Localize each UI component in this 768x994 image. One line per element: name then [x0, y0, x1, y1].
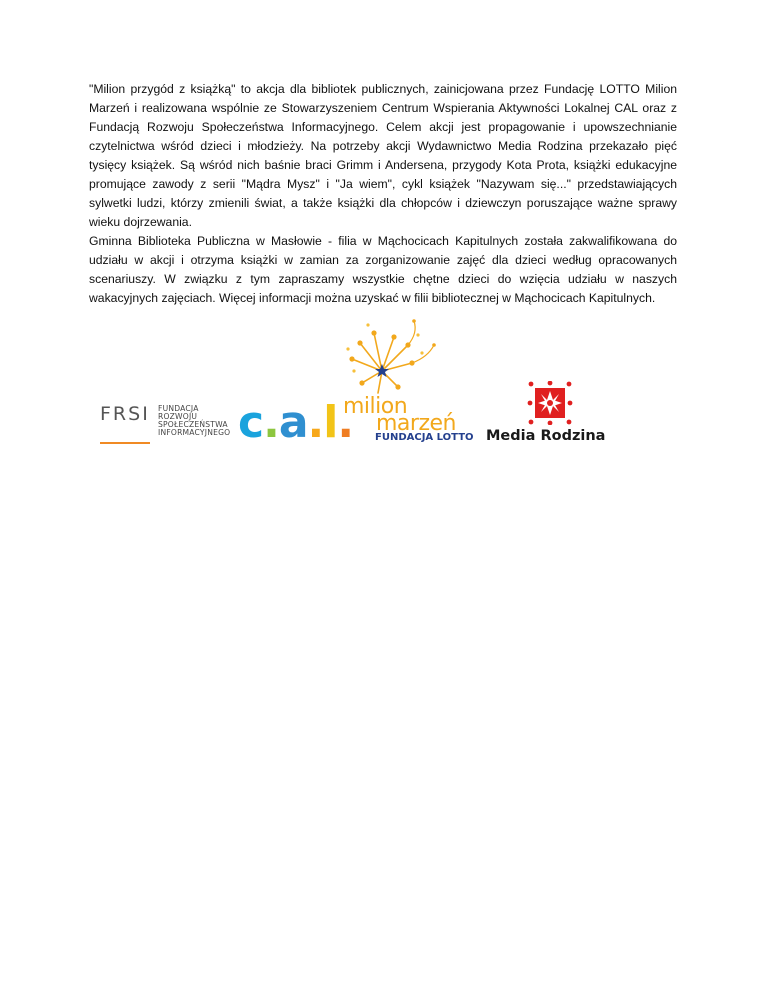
frsi-name: [158, 405, 230, 437]
milion-word: milion: [343, 394, 408, 419]
cal-dot: .: [263, 397, 279, 448]
dandelion-icon: [338, 319, 478, 399]
frsi-line: INFORMACYJNEGO: [158, 428, 231, 437]
marzen-word: marzeń: [376, 411, 456, 436]
milion-marzen-logo: [338, 319, 478, 447]
fundacja-lotto-label: FUNDACJA LOTTO: [375, 432, 474, 443]
frsi-logo: [100, 403, 235, 445]
body-text: [89, 80, 677, 308]
cal-dot: .: [337, 397, 354, 448]
cal-dot: .: [307, 397, 324, 448]
media-rodzina-logo: [486, 381, 620, 447]
frsi-line: SPOŁECZEŃSTWA: [158, 420, 228, 429]
frsi-line: ROZWOJU: [158, 412, 198, 421]
frsi-mark: FRSI: [100, 403, 150, 425]
frsi-line: FUNDACJA: [158, 404, 199, 413]
cal-letter-a: a: [278, 397, 308, 448]
cal-letter-l: l: [323, 397, 338, 448]
media-rodzina-name: Media Rodzina: [486, 428, 606, 444]
cal-logo: [238, 397, 354, 449]
cal-letter-c: c: [238, 397, 264, 448]
media-rodzina-mark-icon: [527, 381, 573, 425]
paragraph-2: Gminna Biblioteka Publiczna w Masłowie - filia w Mąchocicach Kapitulnych została zakwalifikowana do udziału w akcji i otrzyma książki w zamian za zorganizowanie zajęć dla dzieci według opracowanych scenariuszy. W związku z tym zapraszamy wszystkie chętne dzieci do wzięcia udziału w naszych wakacyjnych zajęciach. Więcej informacji można uzyskać w filii bibliotecznej w Mąchocicach Kapitulnych.: [89, 234, 677, 305]
frsi-accent-bar: [100, 442, 150, 444]
cal-wordmark: [238, 399, 353, 447]
paragraph-1: "Milion przygód z książką" to akcja dla bibliotek publicznych, zainicjowana przez Fundację LOTTO Milion Marzeń i realizowana wspólnie ze Stowarzyszeniem Centrum Wspierania Aktywności Lokalnej CAL oraz z Fundacją Rozwoju Społeczeństwa Informacyjnego. Celem akcji jest propagowanie i upowszechnianie czytelnictwa wśród dzieci i młodzieży. Na potrzeby akcji Wydawnictwo Media Rodzina przekazało pięć tysięcy książek. Są wśród nich baśnie braci Grimm i Andersena, przygody Kota Prota, książki edukacyjne promujące zawody z serii "Mądra Mysz" i "Ja wiem", cykl książek "Nazywam się..." przedstawiających sylwetki ludzi, którzy zmienili świat, a także książki dla chłopców i dziewczyn poruszające ważne sprawy wieku dojrzewania.: [89, 82, 677, 229]
